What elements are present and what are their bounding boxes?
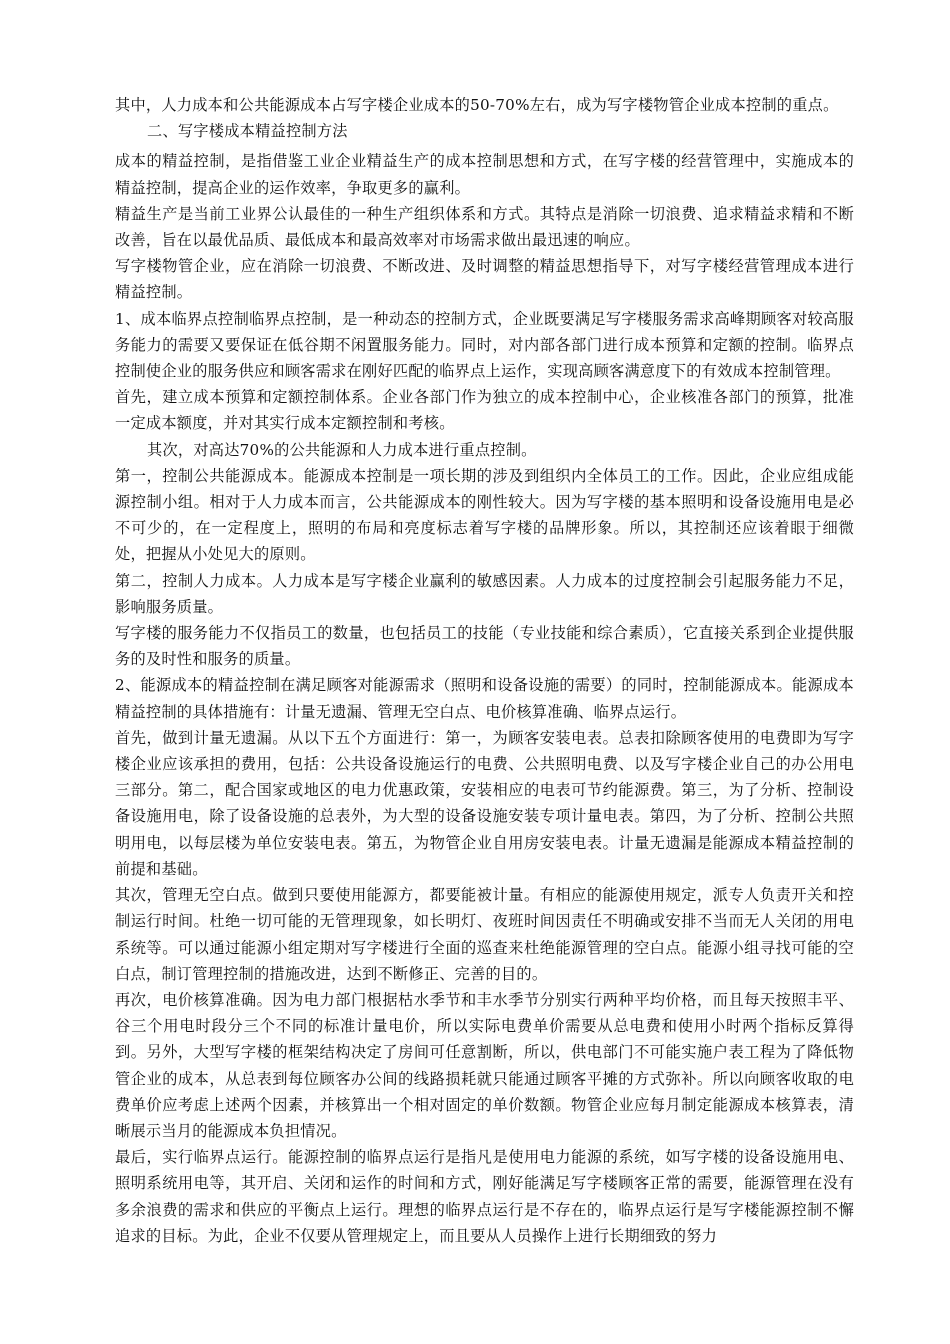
paragraph-lean-production: 精益生产是当前工业界公认最佳的一种生产组织体系和方式。其特点是消除一切浪费、追求精益求精和不断改善，旨在以最优品质、最低成本和最高效率对市场需求做出最迅速的响应。 — [115, 204, 854, 250]
paragraph-service-capacity: 写字楼的服务能力不仅指员工的数量，也包括员工的技能（专业技能和综合素质），它直接关系到企业提供服务的及时性和服务的质量。 — [115, 624, 854, 669]
paragraph-cost-share: 其中，人力成本和公共能源成本占写字楼企业成本的50-70%左右，成为写字楼物管企业成本控制的重点。 — [115, 96, 839, 114]
paragraph-key-control: 其次，对高达70%的公共能源和人力成本进行重点控制。 — [147, 440, 537, 459]
paragraph-office-management: 写字楼物管企业，应在消除一切浪费、不断改进、及时调整的精益思想指导下，对写字楼经营管理成本进行精益控制。 — [115, 257, 854, 302]
paragraph-energy-lean-control: 2、能源成本的精益控制在满足顾客对能源需求（照明和设备设施的需要）的同时，控制能源成本。能源成本精益控制的具体措施有：计量无遗漏、管理无空白点、电价核算准确、临界点运行。 — [115, 676, 854, 721]
paragraph-energy-cost: 第一，控制公共能源成本。能源成本控制是一项长期的涉及到组织内全体员工的工作。因此，企业应组成能源控制小组。相对于人力成本而言，公共能源成本的刚性较大。因为写字楼的基本照明和设备设施用电是必不可少的，在一定程度上，照明的布局和亮度标志着写字楼的品牌形象。所以，其控制还应该着眼于细微处，把握从小处见大的原则。 — [115, 466, 854, 564]
paragraph-metering: 首先，做到计量无遗漏。从以下五个方面进行：第一，为顾客安装电表。总表扣除顾客使用的电费即为写字楼企业应该承担的费用，包括：公共设备设施运行的电费、公共照明电费、以及写字楼企业自己的办公用电三部分。第二，配合国家或地区的电力优惠政策，安装相应的电表可节约能源费。第三，为了分析、控制设备设施用电，除了设备设施的总表外，为大型的设备设施安装专项计量电表。第四，为了分析、控制公共照明用电，以每层楼为单位安装电表。第五，为物管企业自用房安装电表。计量无遗漏是能源成本精益控制的前提和基础。 — [115, 728, 854, 878]
paragraph-lean-definition: 成本的精益控制，是指借鉴工业企业精益生产的成本控制思想和方式，在写字楼的经营管理中，实施成本的精益控制，提高企业的运作效率，争取更多的赢利。 — [115, 152, 854, 197]
paragraph-critical-operation: 最后，实行临界点运行。能源控制的临界点运行是指凡是使用电力能源的系统，如写字楼的设备设施用电、照明系统用电等，其开启、关闭和运作的时间和方式，刚好能满足写字楼顾客正常的需要，能源管理在没有多余浪费的需求和供应的平衡点上运行。理想的临界点运行是不存在的，临界点运行是写字楼能源控制不懈追求的目标。为此，企业不仅要从管理规定上，而且要从人员操作上进行长期细致的努力 — [115, 1148, 854, 1245]
paragraph-no-blank-spots: 其次，管理无空白点。做到只要使用能源方，都要能被计量。有相应的能源使用规定，派专人负责开关和控制运行时间。杜绝一切可能的无管理现象，如长明灯、夜班时间因责任不明确或安排不当而无人关闭的用电系统等。可以通过能源小组定期对写字楼进行全面的巡查来杜绝能源管理的空白点。能源小组寻找可能的空白点，制订管理控制的措施改进，达到不断修正、完善的目的。 — [115, 886, 854, 983]
section-heading-lean-control: 二、写字楼成本精益控制方法 — [147, 122, 348, 141]
paragraph-labor-cost: 第二，控制人力成本。人力成本是写字楼企业赢利的敏感因素。人力成本的过度控制会引起服务能力不足，影响服务质量。 — [115, 571, 854, 616]
paragraph-budget-system: 首先，建立成本预算和定额控制体系。企业各部门作为独立的成本控制中心，企业核准各部门的预算，批准一定成本额度，并对其实行成本定额控制和考核。 — [115, 388, 854, 433]
paragraph-price-accounting: 再次，电价核算准确。因为电力部门根据枯水季节和丰水季节分别实行两种平均价格，而且每天按照丰平、谷三个用电时段分三个不同的标准计量电价，所以实际电费单价需要从总电费和使用小时两个指标反算得到。另外，大型写字楼的框架结构决定了房间可任意割断，所以，供电部门不可能实施户表工程为了降低物管企业的成本，从总表到每位顾客办公间的线路损耗就只能通过顾客平摊的方式弥补。所以向顾客收取的电费单价应考虑上述两个因素，并核算出一个相对固定的单价数额。物管企业应每月制定能源成本核算表，清晰展示当月的能源成本负担情况。 — [115, 990, 854, 1140]
paragraph-critical-point-control: 1、成本临界点控制临界点控制，是一种动态的控制方式，企业既要满足写字楼服务需求高峰期顾客对较高服务能力的需要又要保证在低谷期不闲置服务能力。同时，对内部各部门进行成本预算和定额的控制。临界点控制使企业的服务供应和顾客需求在刚好匹配的临界点上运作，实现高顾客满意度下的有效成本控制管理。 — [115, 309, 854, 381]
